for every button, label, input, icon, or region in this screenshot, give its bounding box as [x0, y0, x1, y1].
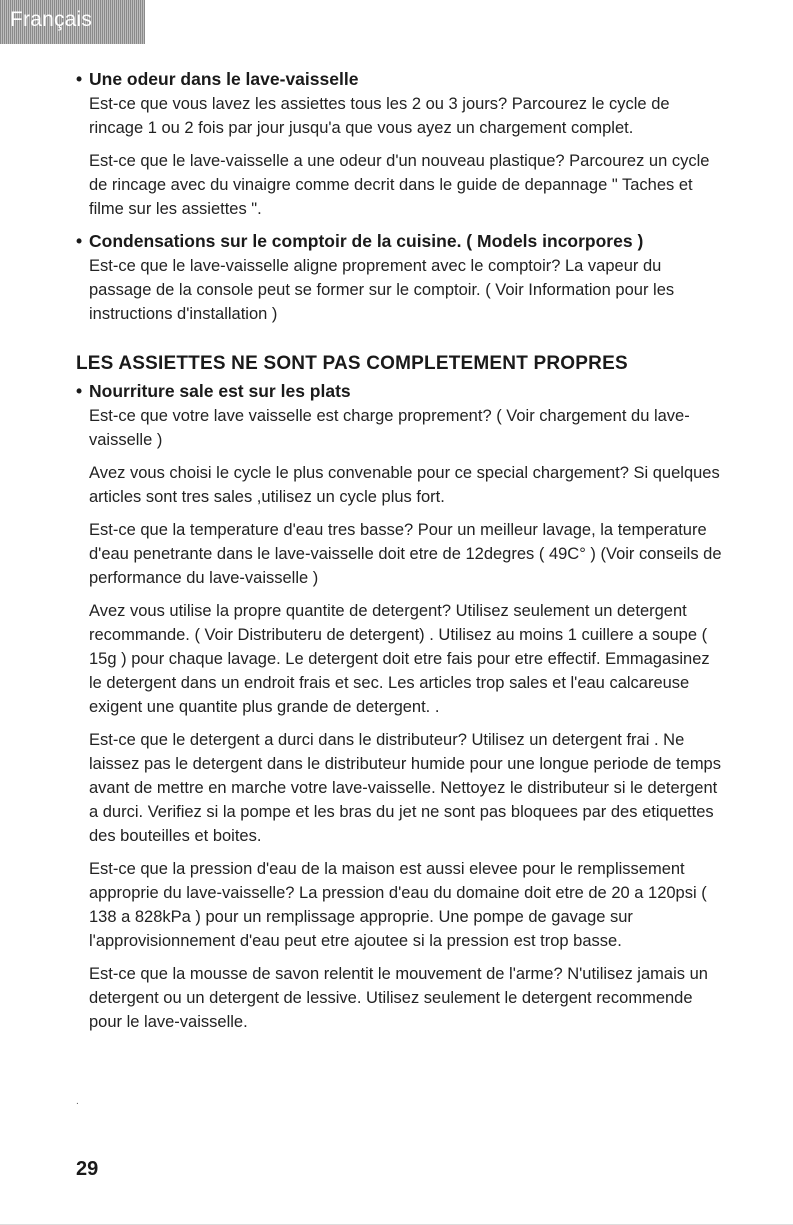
item-title-text: Condensations sur le comptoir de la cuisine. ( Models incorpores )	[89, 231, 644, 251]
paragraph: Avez vous utilise la propre quantite de detergent? Utilisez seulement un detergent recommande. ( Voir Distributeru de detergent) . Utilisez au moins 1 cuillere a soupe ( 15g ) pour chaque lavage. Le detergent doit etre fais pour etre effectif. Emmagasinez le detergent dans un endroit frais et sec. Les articles trop sales et l'eau calcareuse exigent une quantite plus grande de detergent. .	[89, 602, 710, 716]
paragraph: Est-ce que la mousse de savon relentit le mouvement de l'arme? N'utilisez jamais un detergent ou un detergent de lessive. Utilisez seulement le detergent recommende pour le lave-vaisselle.	[89, 965, 708, 1031]
stray-mark: .	[76, 1096, 79, 1107]
page-number: 29	[76, 1158, 99, 1180]
item-title-text: Nourriture sale est sur les plats	[89, 381, 351, 401]
paragraph: Est-ce que votre lave vaisselle est charge proprement? ( Voir chargement du lave-vaisselle )	[89, 407, 690, 449]
bullet-icon: •	[76, 231, 83, 251]
paragraph: Est-ce que la temperature d'eau tres basse? Pour un meilleur lavage, la temperature d'eau penetrante dans le lave-vaisselle doit etre de 12degres ( 49C° ) (Voir conseils de performance du lave-vaisselle )	[89, 521, 722, 587]
paragraph: Est-ce que vous lavez les assiettes tous les 2 ou 3 jours? Parcourez le cycle de rincage 1 ou 2 fois par jour jusqu'a que vous ayez un chargement complet.	[89, 95, 670, 137]
item-title-odeur	[76, 68, 726, 91]
paragraph: Est-ce que le detergent a durci dans le distributeur? Utilisez un detergent frai . Ne laissez pas le detergent dans le distributeur humide pour une longue periode de temps avant de mettre en marche votre lave-vaisselle. Nettoyez le distributeur si le detergent a durci. Verifiez si la pompe et les bras du jet ne sont pas bloquees par des etiquettes des bouteilles et boites.	[89, 731, 721, 845]
language-tab	[0, 0, 145, 44]
item-title-text: Une odeur dans le lave-vaisselle	[89, 69, 359, 89]
paragraph: Est-ce que le lave-vaisselle a une odeur d'un nouveau plastique? Parcourez un cycle de rincage avec du vinaigre comme decrit dans le guide de depannage " Taches et filme sur les assiettes ".	[89, 152, 710, 218]
paragraph: Avez vous choisi le cycle le plus convenable pour ce special chargement? Si quelques articles sont tres sales ,utilisez un cycle plus fort.	[89, 464, 720, 506]
item-title-nourriture	[76, 380, 726, 403]
paragraph: Est-ce que la pression d'eau de la maison est aussi elevee pour le remplissement approprie du lave-vaisselle? La pression d'eau du domaine doit etre de 20 a 120psi ( 138 a 828kPa ) pour un remplissage approprie. Une pompe de gavage sur l'approvisionnement d'eau peut etre ajoutee si la pression est trop basse.	[89, 860, 707, 950]
bullet-icon: •	[76, 381, 83, 401]
section-heading: LES ASSIETTES NE SONT PAS COMPLETEMENT PROPRES	[76, 353, 628, 374]
page-content	[76, 68, 726, 1043]
paragraph: Est-ce que le lave-vaisselle aligne proprement avec le comptoir? La vapeur du passage de la console peut se former sur le comptoir. ( Voir Information pour les instructions d'installation )	[89, 257, 675, 323]
bullet-icon: •	[76, 69, 83, 89]
item-title-condensations	[76, 230, 726, 253]
language-tab-label: Français	[10, 8, 93, 31]
